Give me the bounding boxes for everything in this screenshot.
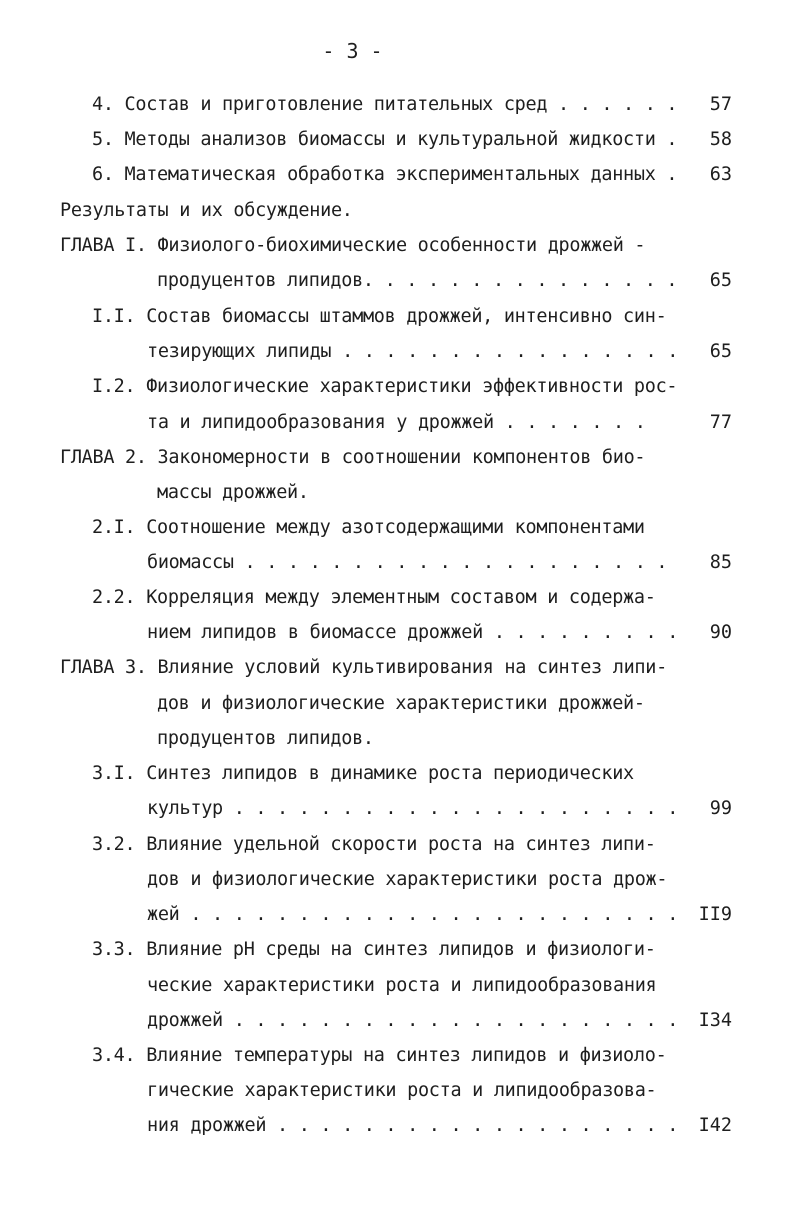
section-3-2-line3: жей . . . . . . . . . . . . . . . . . . . . . . . xyxy=(147,904,679,925)
section-1-1-line2: тезирующих липиды . . . . . . . . . . . . . . . . xyxy=(147,341,679,362)
section-3-4-line2: гические характеристики роста и липидообразова- xyxy=(147,1080,657,1101)
section-3-2-page: II9 xyxy=(698,904,732,925)
section-1-2-line1: I.2. Физиологические характеристики эффективности рос- xyxy=(92,376,678,397)
chapter-3-title-line3: продуцентов липидов. xyxy=(157,728,374,749)
section-2-2-line2: нием липидов в биомассе дрожжей . . . . . . . . . xyxy=(147,622,679,643)
toc-entry-6-text: 6. Математическая обработка экспериментальных данных . xyxy=(92,164,678,185)
section-1-2-line2: та и липидообразования у дрожжей . . . . . . . xyxy=(147,412,646,433)
section-1-1-page: 65 xyxy=(709,341,732,362)
section-3-2-line1: 3.2. Влияние удельной скорости роста на синтез липи- xyxy=(92,834,656,855)
section-3-4-line1: 3.4. Влияние температуры на синтез липидов и физиоло- xyxy=(92,1045,667,1066)
page-number: - 3 - xyxy=(322,39,383,63)
section-3-1-line1: 3.I. Синтез липидов в динамике роста периодических xyxy=(92,763,634,784)
chapter-3-title-line2: дов и физиологические характеристики дрожжей- xyxy=(157,693,645,714)
section-3-3-line2: ческие характеристики роста и липидообразования xyxy=(147,975,657,996)
section-3-3-page: I34 xyxy=(698,1010,732,1031)
section-3-1-page: 99 xyxy=(709,798,732,819)
chapter-1-page: 65 xyxy=(709,270,732,291)
chapter-1-title-line1: ГЛАВА I. Физиолого-биохимические особенности дрожжей - xyxy=(60,235,646,256)
toc-entry-6-page: 63 xyxy=(709,164,732,185)
toc-entry-4-text: 4. Состав и приготовление питательных сред . . . . . . xyxy=(92,94,678,115)
chapter-3-title-line1: ГЛАВА 3. Влияние условий культивирования на синтез липи- xyxy=(60,657,667,678)
section-1-1-line1: I.I. Состав биомассы штаммов дрожжей, интенсивно син- xyxy=(92,306,667,327)
section-3-4-page: I42 xyxy=(698,1115,732,1136)
chapter-2-title-line1: ГЛАВА 2. Закономерности в соотношении компонентов био- xyxy=(60,447,646,468)
section-2-1-line2: биомассы . . . . . . . . . . . . . . . . . . . . xyxy=(147,552,668,573)
chapter-1-title-line2: продуцентов липидов. . . . . . . . . . . . . . . xyxy=(157,270,678,291)
section-3-2-line2: дов и физиологические характеристики роста дрож- xyxy=(147,869,668,890)
section-2-1-line1: 2.I. Соотношение между азотсодержащими компонентами xyxy=(92,517,645,538)
chapter-2-title-line2: массы дрожжей. xyxy=(157,482,309,503)
toc-entry-5-page: 58 xyxy=(709,129,732,150)
results-heading: Результаты и их обсуждение. xyxy=(60,200,353,221)
section-3-3-line3: дрожжей . . . . . . . . . . . . . . . . . . . . . xyxy=(147,1010,679,1031)
section-3-4-line3: ния дрожжей . . . . . . . . . . . . . . . . . . . xyxy=(147,1115,679,1136)
section-2-2-line1: 2.2. Корреляция между элементным составом и содержа- xyxy=(92,587,656,608)
toc-entry-4-page: 57 xyxy=(709,94,732,115)
section-3-3-line1: 3.3. Влияние pH среды на синтез липидов и физиологи- xyxy=(92,939,656,960)
section-1-2-page: 77 xyxy=(709,412,732,433)
section-2-1-page: 85 xyxy=(709,552,732,573)
toc-entry-5-text: 5. Методы анализов биомассы и культуральной жидкости . xyxy=(92,129,678,150)
section-3-1-line2: культур . . . . . . . . . . . . . . . . . . . . . xyxy=(147,798,679,819)
section-2-2-page: 90 xyxy=(709,622,732,643)
